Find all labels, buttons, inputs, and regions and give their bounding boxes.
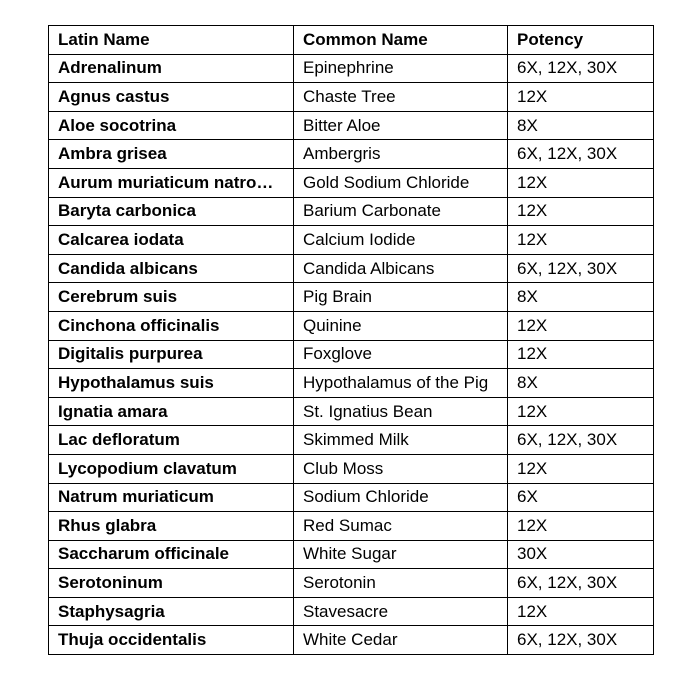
common-name-cell: Hypothalamus of the Pig: [294, 369, 508, 398]
potency-cell: 12X: [508, 311, 654, 340]
latin-name-cell: Cinchona officinalis: [49, 311, 294, 340]
potency-cell: 8X: [508, 283, 654, 312]
potency-cell: 6X, 12X, 30X: [508, 626, 654, 655]
table-row: [49, 111, 654, 140]
table-row: [49, 197, 654, 226]
common-name-cell: Candida Albicans: [294, 254, 508, 283]
common-name-cell: Skimmed Milk: [294, 426, 508, 455]
latin-name-cell: Calcarea iodata: [49, 226, 294, 255]
potency-cell: 12X: [508, 83, 654, 112]
header-potency: Potency: [508, 26, 654, 55]
table-body: [49, 54, 654, 654]
latin-name-cell: Hypothalamus suis: [49, 369, 294, 398]
table-row: [49, 597, 654, 626]
latin-name-cell: Staphysagria: [49, 597, 294, 626]
common-name-cell: Ambergris: [294, 140, 508, 169]
potency-cell: 12X: [508, 454, 654, 483]
common-name-cell: Bitter Aloe: [294, 111, 508, 140]
table-row: [49, 254, 654, 283]
common-name-cell: Chaste Tree: [294, 83, 508, 112]
latin-name-cell: Baryta carbonica: [49, 197, 294, 226]
potency-cell: 12X: [508, 340, 654, 369]
latin-name-cell: Aloe socotrina: [49, 111, 294, 140]
table-row: [49, 311, 654, 340]
table-row: [49, 626, 654, 655]
latin-name-cell: Adrenalinum: [49, 54, 294, 83]
potency-cell: 6X, 12X, 30X: [508, 254, 654, 283]
common-name-cell: White Cedar: [294, 626, 508, 655]
table-row: [49, 226, 654, 255]
common-name-cell: Foxglove: [294, 340, 508, 369]
potency-cell: 12X: [508, 397, 654, 426]
latin-name-cell: Saccharum officinale: [49, 540, 294, 569]
potency-cell: 12X: [508, 597, 654, 626]
table-row: [49, 283, 654, 312]
latin-name-cell: Cerebrum suis: [49, 283, 294, 312]
latin-name-cell: Thuja occidentalis: [49, 626, 294, 655]
common-name-cell: Calcium Iodide: [294, 226, 508, 255]
table-row: [49, 140, 654, 169]
common-name-cell: St. Ignatius Bean: [294, 397, 508, 426]
table-row: [49, 512, 654, 541]
latin-name-cell: Aurum muriaticum natro…: [49, 168, 294, 197]
potency-cell: 12X: [508, 512, 654, 541]
potency-cell: 6X: [508, 483, 654, 512]
potency-cell: 12X: [508, 197, 654, 226]
latin-name-cell: Candida albicans: [49, 254, 294, 283]
common-name-cell: Barium Carbonate: [294, 197, 508, 226]
latin-name-cell: Natrum muriaticum: [49, 483, 294, 512]
latin-name-cell: Ignatia amara: [49, 397, 294, 426]
common-name-cell: Gold Sodium Chloride: [294, 168, 508, 197]
table-row: [49, 540, 654, 569]
potency-cell: 8X: [508, 369, 654, 398]
table-header: [49, 26, 654, 55]
potency-cell: 12X: [508, 168, 654, 197]
common-name-cell: Stavesacre: [294, 597, 508, 626]
common-name-cell: Epinephrine: [294, 54, 508, 83]
header-row: [49, 26, 654, 55]
common-name-cell: Serotonin: [294, 569, 508, 598]
common-name-cell: Red Sumac: [294, 512, 508, 541]
latin-name-cell: Agnus castus: [49, 83, 294, 112]
common-name-cell: Quinine: [294, 311, 508, 340]
potency-cell: 12X: [508, 226, 654, 255]
potency-cell: 6X, 12X, 30X: [508, 140, 654, 169]
table-row: [49, 168, 654, 197]
table-row: [49, 369, 654, 398]
latin-name-cell: Lac defloratum: [49, 426, 294, 455]
potency-cell: 6X, 12X, 30X: [508, 54, 654, 83]
potency-cell: 30X: [508, 540, 654, 569]
potency-cell: 8X: [508, 111, 654, 140]
common-name-cell: Pig Brain: [294, 283, 508, 312]
common-name-cell: White Sugar: [294, 540, 508, 569]
latin-name-cell: Lycopodium clavatum: [49, 454, 294, 483]
potency-cell: 6X, 12X, 30X: [508, 569, 654, 598]
table-row: [49, 483, 654, 512]
table-row: [49, 454, 654, 483]
table-row: [49, 426, 654, 455]
potency-cell: 6X, 12X, 30X: [508, 426, 654, 455]
common-name-cell: Sodium Chloride: [294, 483, 508, 512]
latin-name-cell: Ambra grisea: [49, 140, 294, 169]
latin-name-cell: Serotoninum: [49, 569, 294, 598]
latin-name-cell: Digitalis purpurea: [49, 340, 294, 369]
table-row: [49, 397, 654, 426]
common-name-cell: Club Moss: [294, 454, 508, 483]
table-row: [49, 83, 654, 112]
latin-name-cell: Rhus glabra: [49, 512, 294, 541]
table-row: [49, 340, 654, 369]
header-latin-name: Latin Name: [49, 26, 294, 55]
table-row: [49, 54, 654, 83]
table-row: [49, 569, 654, 598]
remedies-table: [48, 25, 654, 655]
header-common-name: Common Name: [294, 26, 508, 55]
